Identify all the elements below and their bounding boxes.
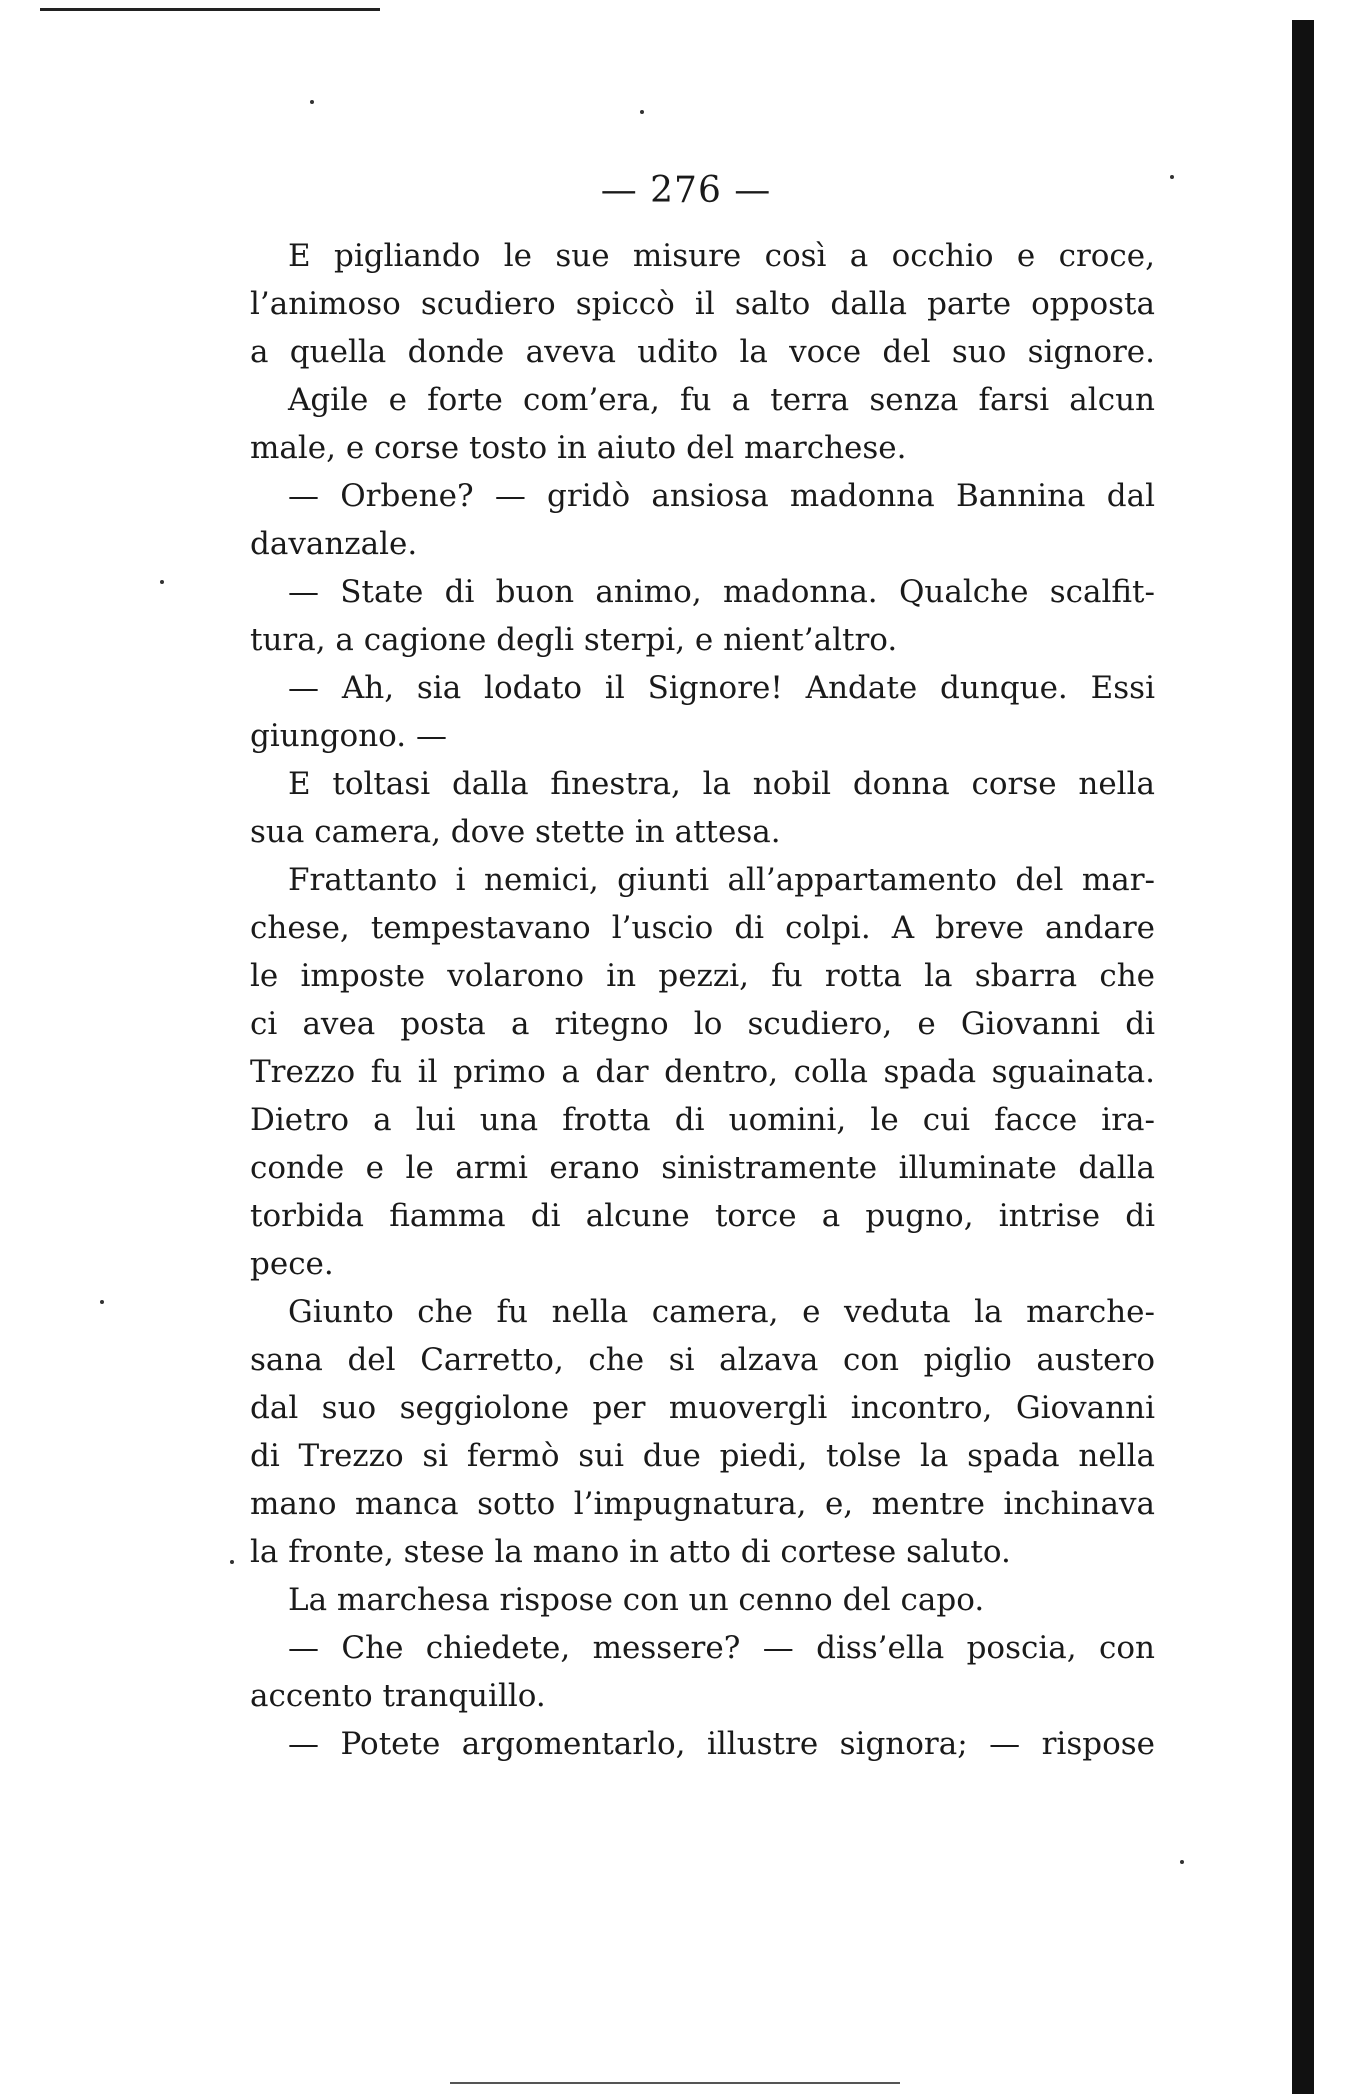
scan-speck (310, 100, 314, 104)
scan-edge-top (40, 8, 380, 11)
text-line: E toltasi dalla finestra, la nobil donna corse nella (288, 766, 1155, 802)
text-line: conde e le armi erano sinistramente illuminate dalla (250, 1150, 1155, 1186)
text-line: La marchesa rispose con un cenno del capo. (288, 1582, 985, 1618)
text-line: la fronte, stese la mano in atto di cortese saluto. (250, 1534, 1011, 1570)
text-line: davanzale. (250, 526, 418, 562)
scan-speck (160, 580, 164, 584)
page-number: — 276 — (600, 170, 772, 211)
text-line: mano manca sotto l’impugnatura, e, mentre inchinava (250, 1486, 1155, 1522)
scan-edge-right (1292, 20, 1314, 2094)
text-line: Agile e forte com’era, fu a terra senza farsi alcun (288, 382, 1155, 418)
scan-speck (230, 1560, 234, 1564)
text-line: dal suo seggiolone per muovergli incontro, Giovanni (250, 1390, 1155, 1426)
text-line: Trezzo fu il primo a dar dentro, colla spada sguainata. (250, 1054, 1155, 1090)
body-text (250, 232, 1155, 1768)
text-line: le imposte volarono in pezzi, fu rotta la sbarra che (250, 958, 1155, 994)
text-line: male, e corse tosto in aiuto del marchese. (250, 430, 907, 466)
text-line: Giunto che fu nella camera, e veduta la marche- (288, 1294, 1155, 1330)
text-line: torbida fiamma di alcune torce a pugno, intrise di (250, 1198, 1155, 1234)
text-line: — Ah, sia lodato il Signore! Andate dunque. Essi (288, 670, 1155, 706)
text-line: tura, a cagione degli sterpi, e nient’altro. (250, 622, 898, 658)
text-line: — Orbene? — gridò ansiosa madonna Bannina dal (288, 478, 1155, 514)
text-line: Frattanto i nemici, giunti all’appartamento del mar- (288, 862, 1155, 898)
scan-speck (1180, 1860, 1184, 1864)
text-line: accento tranquillo. (250, 1678, 546, 1714)
text-line: — State di buon animo, madonna. Qualche scalfit- (288, 574, 1155, 610)
text-line: ci avea posta a ritegno lo scudiero, e Giovanni di (250, 1006, 1155, 1042)
text-line: a quella donde aveva udito la voce del suo signore. (250, 334, 1155, 370)
scan-speck (100, 1300, 104, 1304)
text-line: pece. (250, 1246, 334, 1282)
text-line: l’animoso scudiero spiccò il salto dalla parte opposta (250, 286, 1155, 322)
scan-edge-bottom (450, 2082, 900, 2084)
scan-speck (640, 110, 644, 114)
text-line: giungono. — (250, 718, 447, 754)
text-line: di Trezzo si fermò sui due piedi, tolse la spada nella (250, 1438, 1155, 1474)
text-line: — Che chiedete, messere? — diss’ella poscia, con (288, 1630, 1155, 1666)
text-line: chese, tempestavano l’uscio di colpi. A breve andare (250, 910, 1155, 946)
text-line: — Potete argomentarlo, illustre signora; — rispose (288, 1726, 1155, 1762)
text-line: Dietro a lui una frotta di uomini, le cui facce ira- (250, 1102, 1155, 1138)
text-line: sana del Carretto, che si alzava con piglio austero (250, 1342, 1155, 1378)
text-line: E pigliando le sue misure così a occhio e croce, (288, 238, 1155, 274)
text-line: sua camera, dove stette in attesa. (250, 814, 781, 850)
